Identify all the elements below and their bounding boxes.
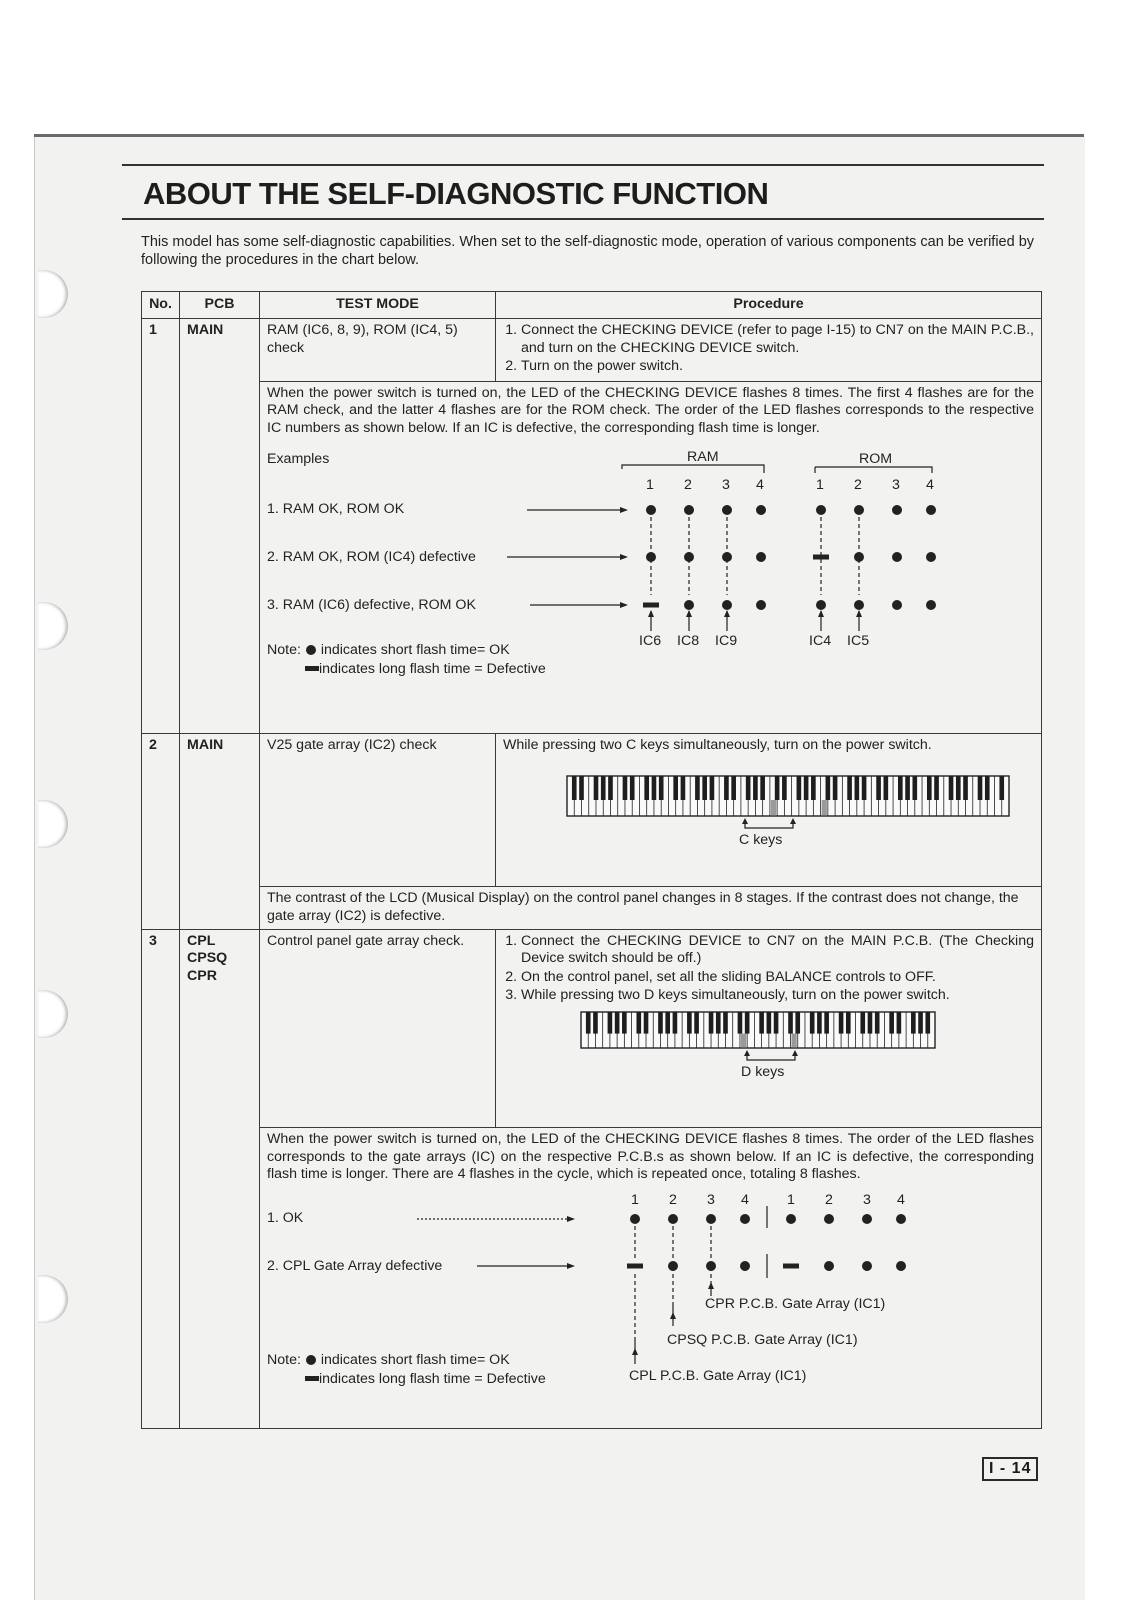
ic-label: IC6 [639, 633, 662, 650]
flash-number: 2 [684, 477, 692, 494]
example-1: 1. OK [267, 1209, 304, 1226]
row-pcb: MAIN [180, 319, 260, 734]
row-description: The contrast of the LCD (Musical Display) on the control panel changes in 8 stages. If the contrast does not change, the gate array (IC2) is defective. [260, 887, 1042, 930]
row-number: 1 [142, 319, 180, 734]
intro-paragraph: This model has some self-diagnostic capabilities. When set to the self-diagnostic mode, operation of various components can be verified by following the procedures in the chart below. [141, 234, 1035, 268]
note-prefix: Note: [267, 642, 301, 659]
note-line-short [267, 642, 510, 660]
flash-pattern-diagram [267, 445, 967, 655]
flash-number: 1 [631, 1191, 639, 1208]
row-description-cell [260, 1128, 1042, 1429]
example-2: 2. RAM OK, ROM (IC4) defective [267, 549, 476, 566]
flash-number: 3 [892, 477, 900, 494]
pcb-label-cpl: CPL P.C.B. Gate Array (IC1) [629, 1367, 807, 1384]
flash-number: 3 [863, 1191, 871, 1208]
flash-number: 3 [707, 1191, 715, 1208]
note-prefix: Note: [267, 1351, 301, 1368]
long-flash-bar-icon [305, 666, 319, 671]
flash-number: 4 [741, 1191, 749, 1208]
ram-label: RAM [687, 449, 719, 466]
example-2: 2. CPL Gate Array defective [267, 1257, 443, 1274]
procedure-step: 3. While pressing two D keys simultaneously, turn on the power switch. [521, 987, 1034, 1005]
keyboard-diagram [503, 754, 1034, 864]
page-title: ABOUT THE SELF-DIAGNOSTIC FUNCTION [143, 176, 769, 211]
pcb-label-cpsq: CPSQ P.C.B. Gate Array (IC1) [667, 1331, 858, 1348]
rom-bracket [815, 467, 932, 473]
pcb-label-cpr: CPR P.C.B. Gate Array (IC1) [705, 1295, 886, 1312]
table-row-detail [142, 381, 1042, 733]
table-row [142, 319, 1042, 382]
row-test-mode: RAM (IC6, 8, 9), ROM (IC4, 5) check [260, 319, 496, 382]
row-procedure [496, 319, 1042, 382]
keyboard-d-keys-icon [581, 1012, 935, 1048]
pcb-line: CPSQ [187, 950, 228, 967]
header-procedure: Procedure [496, 292, 1042, 319]
procedure-step: 2. Turn on the power switch. [521, 358, 1034, 376]
row-pcb: MAIN [180, 733, 260, 929]
flash-number: 4 [756, 477, 764, 494]
d-keys-label: D keys [741, 1063, 785, 1080]
row-description: When the power switch is turned on, the LED of the CHECKING DEVICE flashes 8 times. The first 4 flashes are for the RAM check, and the latter 4 flashes are for the ROM check. The order of the LED flashes corresponds to the respective IC numbers as shown below. If an IC is defective, the corresponding flash time is longer. [267, 384, 1034, 436]
pcb-line: CPL [187, 932, 216, 949]
note-short: indicates short flash time= OK [320, 642, 510, 659]
title-rule-top [122, 164, 1044, 166]
procedure-text: While pressing two C keys simultaneously, turn on the power switch. [503, 736, 932, 753]
header-pcb: PCB [180, 292, 260, 319]
header-test-mode: TEST MODE [260, 292, 496, 319]
c-keys-label: C keys [739, 832, 783, 849]
page-number: I - 14 [982, 1457, 1038, 1481]
procedure-step: 1. Connect the CHECKING DEVICE to CN7 on the MAIN P.C.B. (The Checking Device switch should be off.) [521, 933, 1034, 968]
procedure-step: 1. Connect the CHECKING DEVICE (refer to page I-15) to CN7 on the MAIN P.C.B., and turn on the CHECKING DEVICE switch. [521, 322, 1034, 357]
table-row-detail [142, 887, 1042, 930]
flash-number: 2 [854, 477, 862, 494]
pcb-line: CPR [187, 967, 217, 984]
ram-bracket [622, 465, 764, 473]
row-number: 3 [142, 929, 180, 1428]
flash-number: 2 [825, 1191, 833, 1208]
examples-label: Examples [267, 451, 330, 468]
flash-number: 4 [926, 477, 934, 494]
table-header-row [142, 292, 1042, 319]
row-test-mode: V25 gate array (IC2) check [260, 733, 496, 886]
example-1: 1. RAM OK, ROM OK [267, 501, 405, 518]
note-line-short [267, 1352, 510, 1370]
scan-edge [34, 134, 1084, 137]
row-number: 2 [142, 733, 180, 929]
flash-examples [267, 1192, 1034, 1408]
flash-number: 1 [816, 477, 824, 494]
title-rule-bottom [122, 218, 1044, 220]
table-row [142, 929, 1042, 1127]
flash-number: 2 [669, 1191, 677, 1208]
ic-label: IC8 [677, 633, 700, 650]
note-line-long [305, 1371, 546, 1389]
table-row-detail [142, 1128, 1042, 1429]
ic-label: IC5 [847, 633, 870, 650]
short-flash-dot-icon [306, 645, 316, 655]
procedure-step: 2. On the control panel, set all the sliding BALANCE controls to OFF. [521, 969, 1034, 987]
header-no: No. [142, 292, 180, 319]
diagnostic-table [141, 291, 1042, 1429]
keyboard-c-keys-icon [567, 776, 1009, 816]
row-procedure [496, 929, 1042, 1127]
row-pcb [180, 929, 260, 1428]
row-test-mode: Control panel gate array check. [260, 929, 496, 1127]
flash-number: 1 [646, 477, 654, 494]
flash-number: 3 [722, 477, 730, 494]
note-short: indicates short flash time= OK [320, 1351, 510, 1368]
ic-label: IC4 [809, 633, 832, 650]
row-description: When the power switch is turned on, the LED of the CHECKING DEVICE flashes 8 times. The order of the LED flashes corresponds to the gate arrays (IC) on the respective P.C.B.s as shown below. If an IC is defective, the corresponding flash time is longer. There are 4 flashes in the cycle, which is repeated once, totaling 8 flashes. [267, 1131, 1034, 1183]
long-flash-bar-icon [305, 1376, 319, 1381]
row-description-cell [260, 381, 1042, 733]
keyboard-diagram [503, 1006, 1034, 1086]
flash-number: 1 [787, 1191, 795, 1208]
flash-examples [267, 445, 1034, 695]
short-flash-dot-icon [306, 1355, 316, 1365]
row-procedure [496, 733, 1042, 886]
note-long: indicates long flash time = Defective [319, 1370, 546, 1387]
example-3: 3. RAM (IC6) defective, ROM OK [267, 597, 476, 614]
flash-number: 4 [897, 1191, 905, 1208]
rom-label: ROM [859, 451, 893, 468]
note-line-long [305, 661, 546, 679]
ic-label: IC9 [715, 633, 738, 650]
table-row [142, 733, 1042, 886]
note-long: indicates long flash time = Defective [319, 661, 546, 678]
